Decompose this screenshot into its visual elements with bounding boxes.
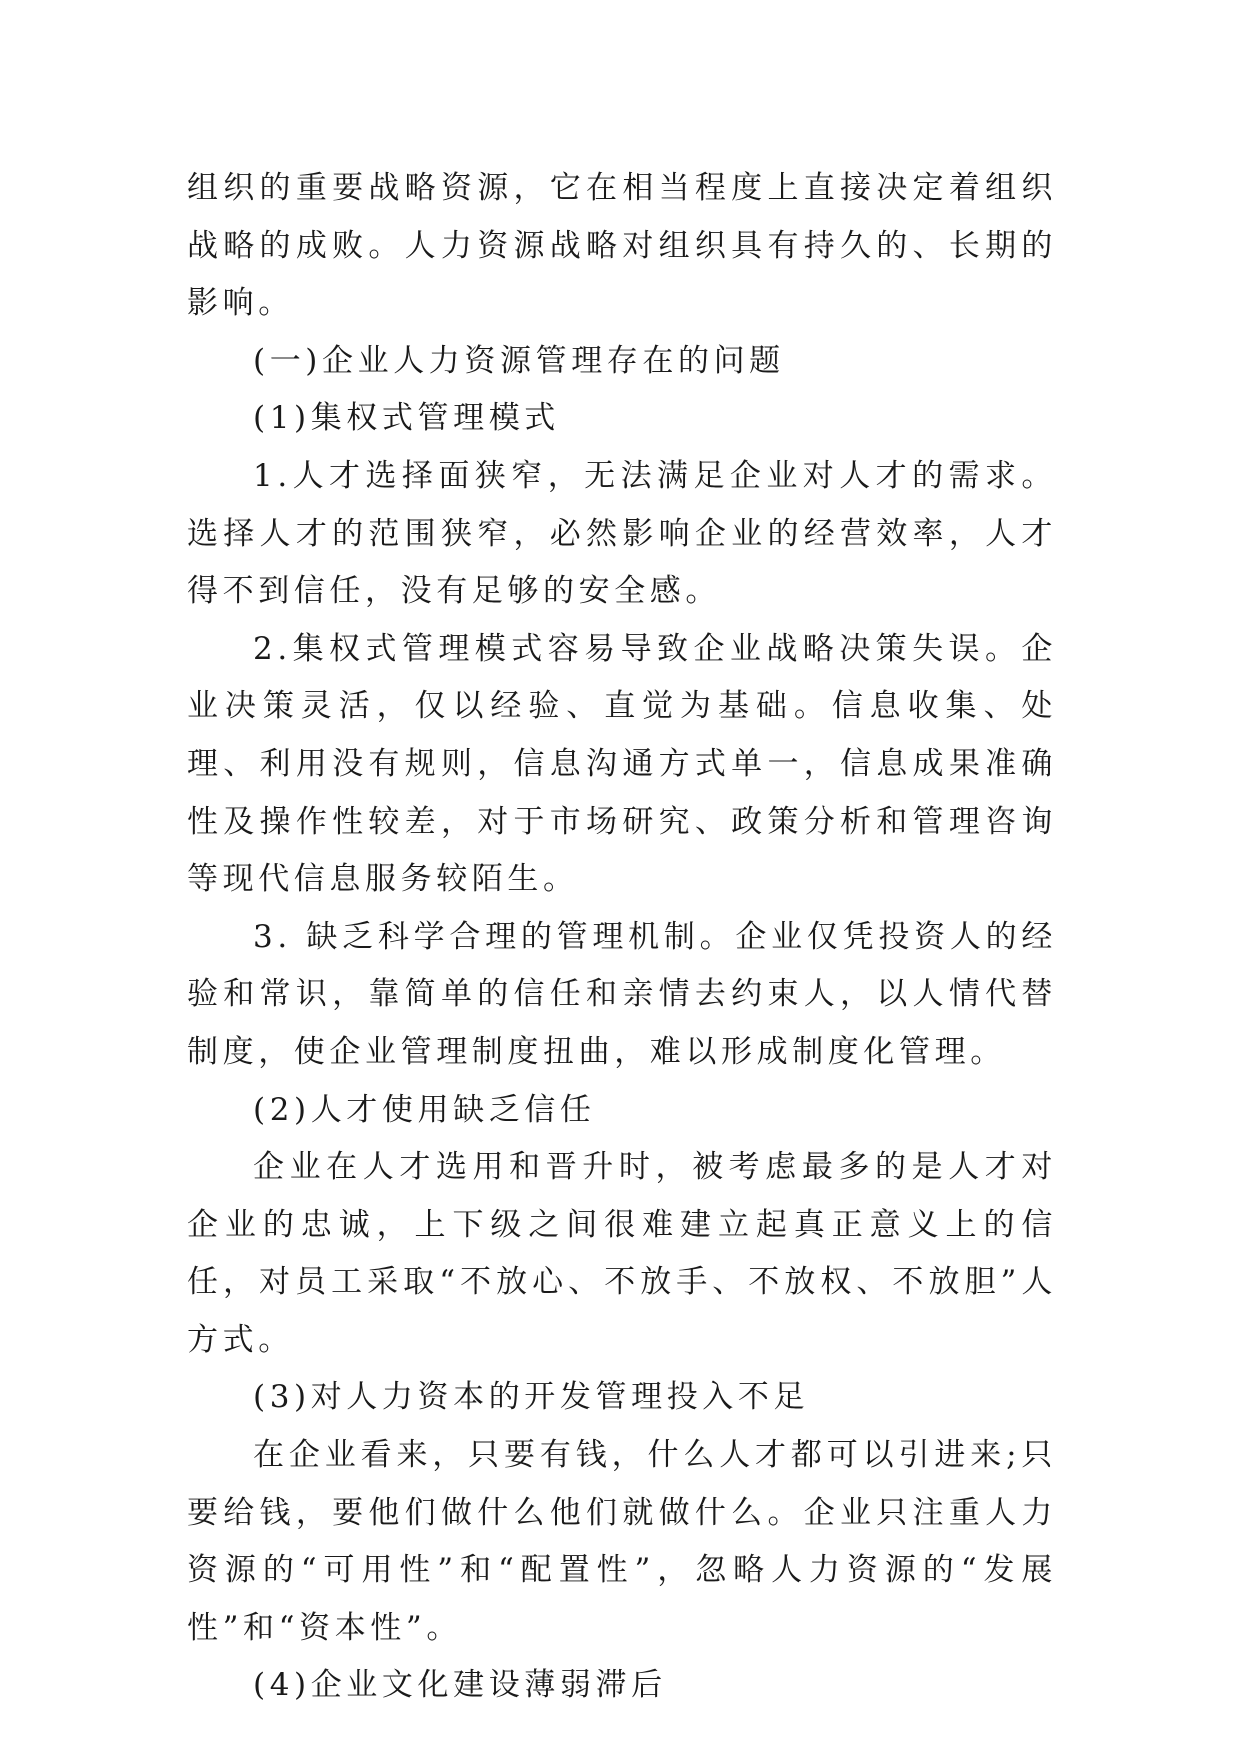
- subheading-corporate-culture: (4)企业文化建设薄弱滞后: [253, 1667, 667, 1704]
- subheading-human-capital: (3)对人力资本的开发管理投入不足: [253, 1379, 810, 1416]
- subheading-talent-trust: (2)人才使用缺乏信任: [253, 1091, 596, 1128]
- paragraph-point-3: 3. 缺乏科学合理的管理机制。企业仅凭投资人的经验和常识，靠简单的信任和亲情去约束人，以人情代替制度，使企业管理制度扭曲，难以形成制度化管理。: [187, 918, 1057, 1070]
- paragraph-continuation: 组织的重要战略资源，它在相当程度上直接决定着组织战略的成败。人力资源战略对组织具有持久的、长期的影响。: [187, 170, 1057, 322]
- paragraph-talent-trust: 企业在人才选用和晋升时，被考虑最多的是人才对企业的忠诚，上下级之间很难建立起真正意义上的信任，对员工采取“不放心、不放手、不放权、不放胆”人方式。: [187, 1149, 1057, 1358]
- paragraph-human-capital: 在企业看来，只要有钱，什么人才都可以引进来;只要给钱，要他们做什么他们就做什么。企业只注重人力资源的“可用性”和“配置性”，忽略人力资源的“发展性”和“资本性”。: [187, 1437, 1057, 1646]
- section-heading-problems: (一)企业人力资源管理存在的问题: [253, 342, 785, 379]
- paragraph-point-2: 2.集权式管理模式容易导致企业战略决策失误。企业决策灵活，仅以经验、直觉为基础。信息收集、处理、利用没有规则，信息沟通方式单一，信息成果准确性及操作性较差，对于市场研究、政策分析和管理咨询等现代信息服务较陌生。: [187, 630, 1057, 898]
- subheading-centralized-management: (1)集权式管理模式: [253, 400, 560, 437]
- paragraph-point-1: 1.人才选择面狭窄，无法满足企业对人才的需求。选择人才的范围狭窄，必然影响企业的经营效率，人才得不到信任，没有足够的安全感。: [187, 457, 1057, 610]
- document-body: [187, 160, 1057, 1715]
